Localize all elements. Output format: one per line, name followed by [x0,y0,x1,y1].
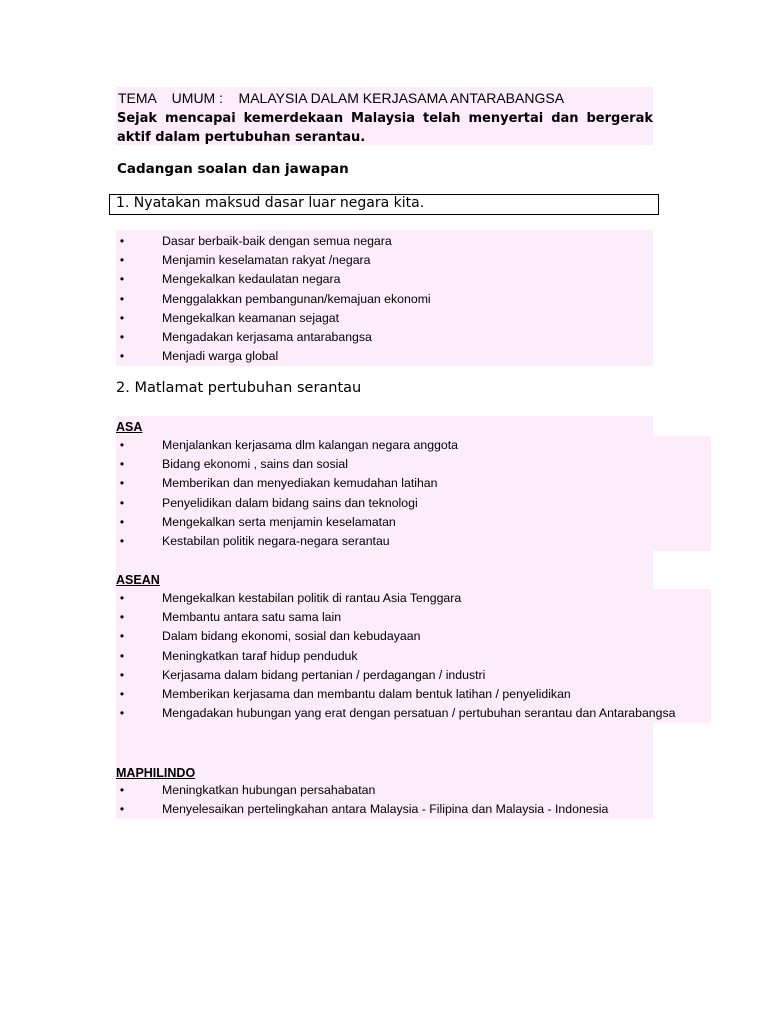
question-1-box [109,194,659,215]
bullet-icon: • [119,476,125,491]
list-item: • Menjamin keselamatan rakyat /negara [116,251,653,270]
section-asean [116,571,711,721]
question-2-title: 2. Matlamat pertubuhan serantau [116,380,362,396]
list-item: • Membantu antara satu sama lain [116,608,711,627]
bullet-icon: • [119,629,125,644]
list-item: • Mengadakan hubungan yang erat dengan persatuan / pertubuhan serantau dan Antarabangsa [116,704,711,723]
list-item: • Memberikan kerjasama dan membantu dalam bentuk latihan / penyelidikan [116,685,711,704]
bullet-icon: • [119,686,125,701]
question-1-title: 1. Nyatakan maksud dasar luar negara kita. [116,195,425,211]
question-1-answers [116,230,653,366]
list-item: • Menjadi warga global [116,347,653,366]
list-item: • Mengekalkan keamanan sejagat [116,309,653,328]
list-item: • Dasar berbaik-baik dengan semua negara [116,232,653,251]
bullet-icon: • [119,648,125,663]
list-item: • Meningkatkan taraf hidup penduduk [116,647,711,666]
bullet-icon: • [119,802,125,817]
list-item: • Menyelesaikan pertelingkahan antara Malaysia - Filipina dan Malaysia - Indonesia [116,800,711,819]
theme-heading: TEMA UMUM : MALAYSIA DALAM KERJASAMA ANTARABANGSA [118,90,565,106]
section-asa [116,418,711,552]
list-item: • Bidang ekonomi , sains dan sosial [116,455,711,474]
bullet-icon: • [119,591,125,605]
intro-paragraph: Sejak mencapai kemerdekaan Malaysia telah menyertai dan bergerak aktif dalam pertubuhan serantau. [117,111,653,145]
bullet-icon: • [119,706,125,721]
header-block [116,87,653,145]
bullet-icon: • [119,234,125,248]
bullet-icon: • [119,438,125,452]
bullet-icon: • [119,783,125,797]
list-item: • Mengadakan kerjasama antarabangsa [116,328,653,347]
section-heading-maphilindo: MAPHILINDO [116,766,196,780]
bullet-icon: • [119,533,125,548]
bullet-icon: • [119,329,125,344]
list-item: • Mengekalkan kedaulatan negara [116,270,653,289]
section-maphilindo [116,764,711,820]
list-item: • Mengekalkan kestabilan politik di rantau Asia Tenggara [116,589,711,608]
list-item: • Mengekalkan serta menjamin keselamatan [116,513,711,532]
bullet-icon: • [119,495,125,510]
bullet-icon: • [119,610,125,625]
list-item: • Dalam bidang ekonomi, sosial dan kebudayaan [116,627,711,646]
list-item: • Menjalankan kerjasama dlm kalangan negara anggota [116,436,711,455]
section-heading-asa: ASA [116,420,143,434]
bullet-icon: • [119,667,125,682]
list-item: • Kestabilan politik negara-negara serantau [116,532,711,551]
bullet-icon: • [119,457,125,472]
bullet-icon: • [119,272,125,287]
list-item: • Meningkatkan hubungan persahabatan [116,781,711,800]
bullet-icon: • [119,291,125,306]
list-item: • Menggalakkan pembangunan/kemajuan ekonomi [116,290,653,309]
bullet-icon: • [119,514,125,529]
section-heading-asean: ASEAN [116,573,160,587]
list-item: • Penyelidikan dalam bidang sains dan teknologi [116,494,711,513]
bullet-icon: • [119,349,125,364]
bullet-icon: • [119,310,125,325]
list-item: • Memberikan dan menyediakan kemudahan latihan [116,474,711,493]
bullet-icon: • [119,253,125,268]
subtitle: Cadangan soalan dan jawapan [117,161,349,177]
list-item: • Kerjasama dalam bidang pertanian / perdagangan / industri [116,666,711,685]
